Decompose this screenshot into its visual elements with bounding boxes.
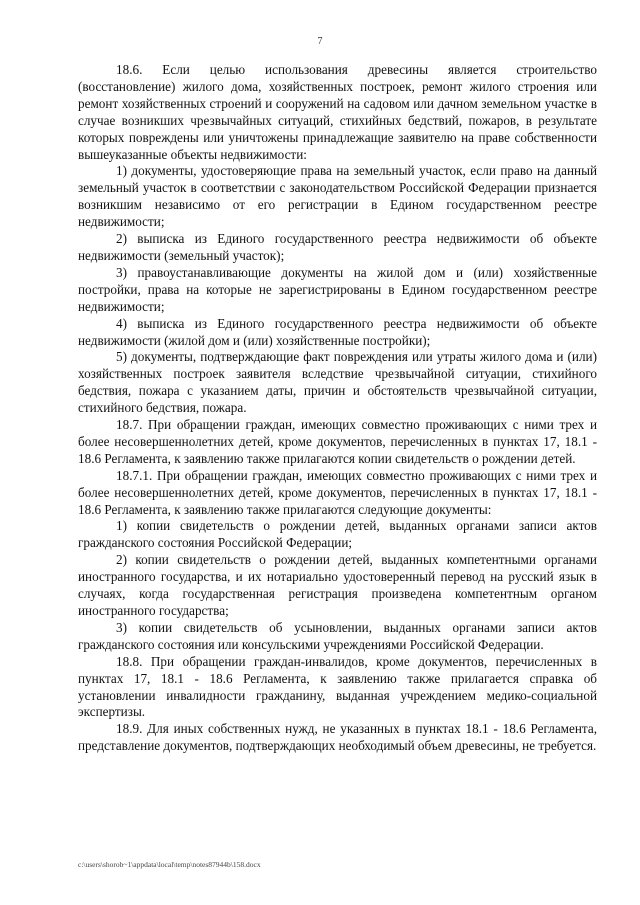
paragraph-18-7-1: 18.7.1. При обращении граждан, имеющих совместно проживающих с ними трех и более несовершеннолетних детей, кроме документов, перечисленных в пунктах 17, 18.1 - 18.6 Регламента, к заявлению также прилагаются следующие документы: <box>78 467 597 517</box>
page-number: 7 <box>317 36 323 47</box>
list-item-3: 3) копии свидетельств об усыновлении, выданных органами записи актов гражданского состояния или консульскими учреждениями Российской Федерации. <box>78 619 597 652</box>
file-path-footer: c:\users\shorob~1\appdata\local\temp\notes87944b\158.docx <box>78 860 261 869</box>
list-item-4: 4) выписка из Единого государственного реестра недвижимости об объекте недвижимости (жилой дом и (или) хозяйственные постройки); <box>78 315 597 348</box>
list-item-5: 5) документы, подтверждающие факт повреждения или утраты жилого дома и (или) хозяйственных построек заявителя вследствие чрезвычайной ситуации, стихийного бедствия, пожара с указанием даты, причин и обстоятельств чрезвычайной ситуации, стихийного бедствия, пожара. <box>78 349 597 416</box>
list-item-1: 1) копии свидетельств о рождении детей, выданных органами записи актов гражданского состояния Российской Федерации; <box>78 518 597 551</box>
list-item-3: 3) правоустанавливающие документы на жилой дом и (или) хозяйственные постройки, права на которые не зарегистрированы в Едином государственном реестре недвижимости; <box>78 264 597 314</box>
paragraph-18-9: 18.9. Для иных собственных нужд, не указанных в пунктах 18.1 - 18.6 Регламента, представление документов, подтверждающих необходимый объем древесины, не требуется. <box>78 721 597 754</box>
document-body <box>78 62 597 755</box>
list-item-2: 2) выписка из Единого государственного реестра недвижимости об объекте недвижимости (земельный участок); <box>78 231 597 263</box>
paragraph-18-6: 18.6. Если целью использования древесины является строительство (восстановление) жилого дома, хозяйственных построек, ремонт жилого строения или ремонт хозяйственных строений и сооружений на садовом или дачном земельном участке в случае возникших чрезвычайных ситуаций, стихийных бедствий, пожаров, в результате которых повреждены или уничтожены принадлежащие заявителю на праве собственности вышеуказанные объекты недвижимости: <box>78 62 597 162</box>
list-item-1: 1) документы, удостоверяющие права на земельный участок, если право на данный земельный участок в соответствии с законодательством Российской Федерации признается возникшим независимо от его регистрации в Едином государственном реестре недвижимости; <box>78 163 597 230</box>
paragraph-18-7: 18.7. При обращении граждан, имеющих совместно проживающих с ними трех и более несовершеннолетних детей, кроме документов, перечисленных в пунктах 17, 18.1 - 18.6 Регламента, к заявлению также прилагаются копии свидетельств о рождении детей. <box>78 417 597 466</box>
list-item-2: 2) копии свидетельств о рождении детей, выданных компетентными органами иностранного государства, и их нотариально удостоверенный перевод на русский язык в случаях, когда государственная регистрация произведена компетентным органом иностранного государства; <box>78 552 597 618</box>
paragraph-18-8: 18.8. При обращении граждан-инвалидов, кроме документов, перечисленных в пунктах 17, 18.1 - 18.6 Регламента, к заявлению также прилагается справка об установлении инвалидности гражданину, выданная учреждением медико-социальной экспертизы. <box>78 653 597 720</box>
